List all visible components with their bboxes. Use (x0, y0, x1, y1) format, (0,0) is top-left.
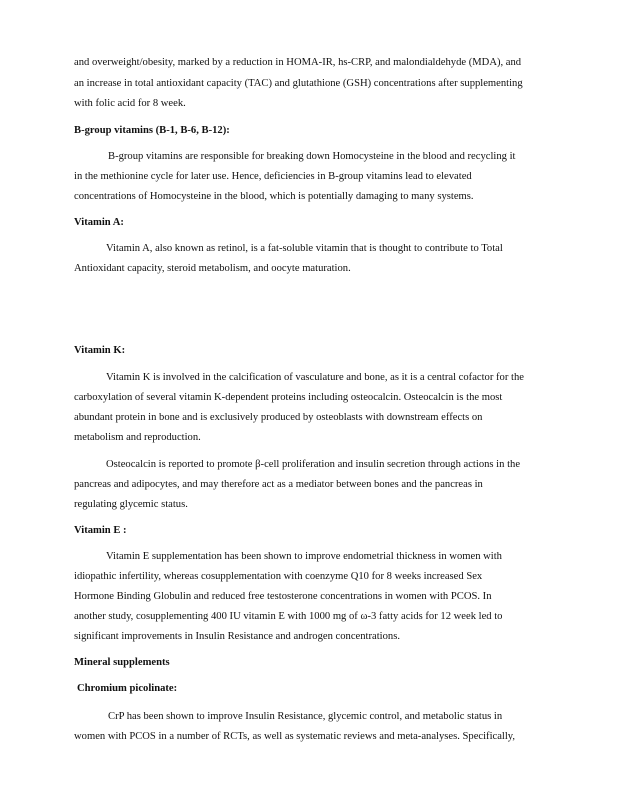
text-line: concentrations of Homocysteine in the blood, which is potentially damaging to many systems. (74, 191, 474, 202)
mineral-supplements-heading: Mineral supplements (74, 657, 170, 668)
text-line: carboxylation of several vitamin K-dependent proteins including osteocalcin. Osteocalcin is the most (74, 392, 503, 403)
text-line: significant improvements in Insulin Resistance and androgen concentrations. (74, 631, 400, 642)
b-vitamins-heading: B-group vitamins (B-1, B-6, B-12): (74, 125, 230, 136)
text-line: another study, cosupplementing 400 IU vitamin E with 1000 mg of ω-3 fatty acids for 12 week led to (74, 611, 503, 622)
text-line: Antioxidant capacity, steroid metabolism, and oocyte maturation. (74, 263, 351, 274)
text-line: Osteocalcin is reported to promote β-cell proliferation and insulin secretion through actions in the (106, 459, 521, 470)
vitamin-k-heading: Vitamin K: (74, 345, 126, 356)
text-line: abundant protein in bone and is exclusively produced by osteoblasts with downstream effects on (74, 412, 483, 423)
text-line: Vitamin K is involved in the calcification of vasculature and bone, as it is a central cofactor for the (106, 372, 524, 383)
text-line: with folic acid for 8 week. (74, 98, 186, 109)
text-line: women with PCOS in a number of RCTs, as well as systematic reviews and meta-analyses. Specifically, (74, 731, 516, 742)
vitamin-e-heading: Vitamin E : (74, 525, 127, 536)
vitamin-a-heading: Vitamin A: (74, 217, 124, 228)
text-line: Vitamin E supplementation has been shown to improve endometrial thickness in women with (106, 551, 502, 562)
chromium-picolinate-heading: Chromium picolinate: (77, 683, 178, 694)
text-line: B-group vitamins are responsible for breaking down Homocysteine in the blood and recycling it (108, 151, 516, 162)
text-line: regulating glycemic status. (74, 499, 188, 510)
text-line: Hormone Binding Globulin and reduced free testosterone concentrations in women with PCOS. In (74, 591, 492, 602)
text-line: an increase in total antioxidant capacity (TAC) and glutathione (GSH) concentrations after supplementing (74, 78, 523, 89)
text-line: CrP has been shown to improve Insulin Resistance, glycemic control, and metabolic status in (108, 711, 503, 722)
text-line: in the methionine cycle for later use. Hence, deficiencies in B-group vitamins lead to elevated (74, 171, 472, 182)
text-line: pancreas and adipocytes, and may therefore act as a mediator between bones and the pancreas in (74, 479, 483, 490)
text-line: and overweight/obesity, marked by a reduction in HOMA-IR, hs-CRP, and malondialdehyde (MDA), and (74, 57, 522, 68)
text-line: idiopathic infertility, whereas cosupplementation with coenzyme Q10 for 8 weeks increased Sex (74, 571, 483, 582)
text-line: metabolism and reproduction. (74, 432, 201, 443)
text-line: Vitamin A, also known as retinol, is a fat-soluble vitamin that is thought to contribute to Total (106, 243, 503, 254)
